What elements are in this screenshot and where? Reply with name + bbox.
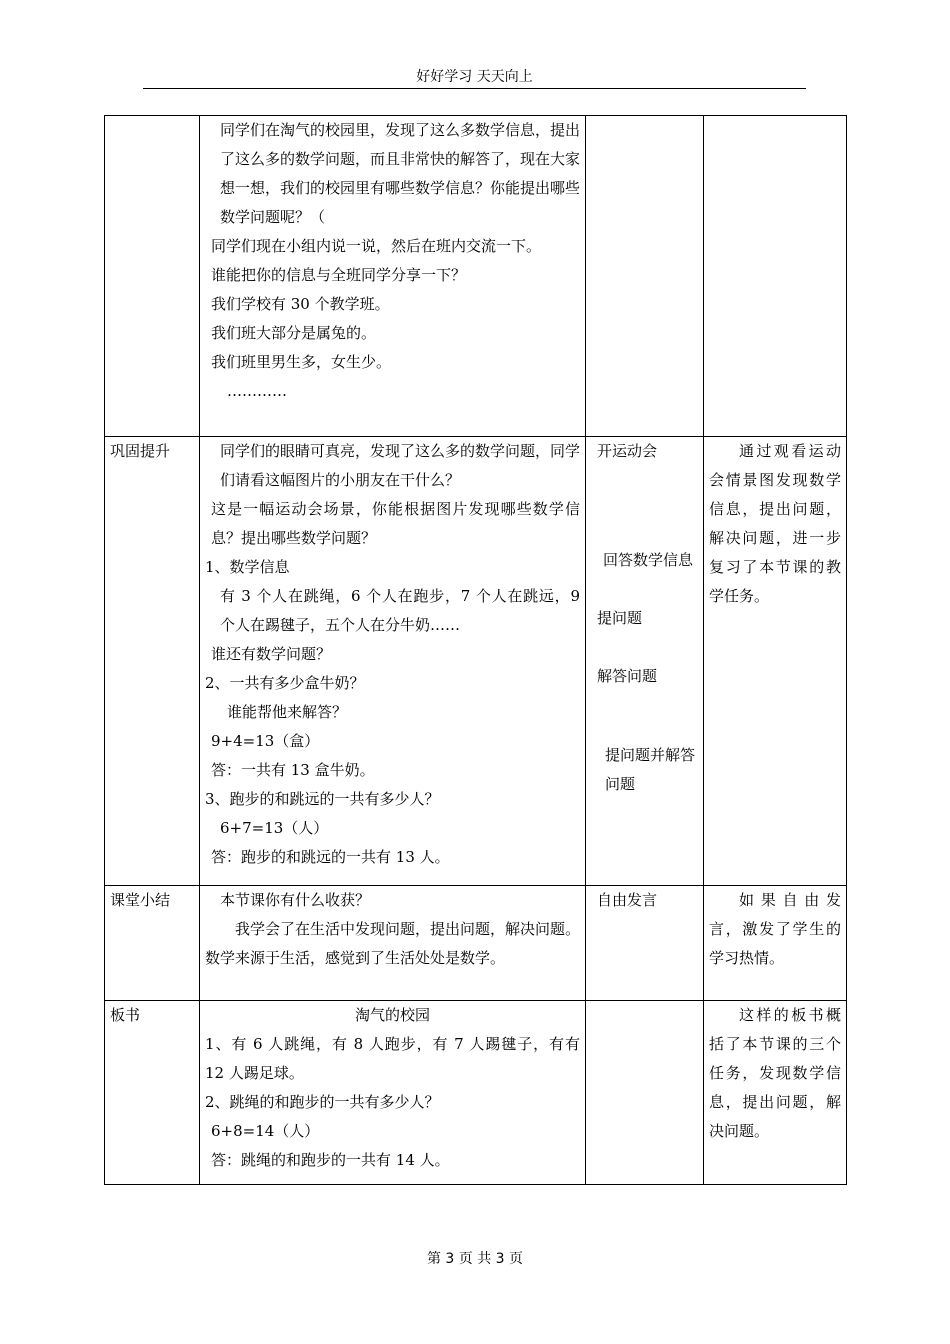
process-paragraph: 有 3 个人在跳绳，6 个人在跑步，7 个人在跳远，9 个人在踢毽子，五个人在分牛奶…… <box>220 587 580 634</box>
process-paragraph: 9+4=13（盒） <box>211 732 320 750</box>
table-row <box>105 1001 847 1185</box>
process-paragraph: 同学们在淘气的校园里，发现了这么多数学信息，提出了这么多的数学问题，而且非常快的解答了，现在大家想一想，我们的校园里有哪些数学信息？你能提出哪些数学问题呢？（ <box>220 121 581 226</box>
intent-text: 通过观看运动会情景图发现数学信息，提出问题，解决问题，进一步复习了本节课的教学任务。 <box>709 442 841 605</box>
student-activity: 自由发言 <box>597 891 658 909</box>
process-paragraph: 这是一幅运动会场景，你能根据图片发现哪些数学信息？提出哪些数学问题？ <box>211 500 580 547</box>
stage-cell <box>105 116 200 437</box>
table-row <box>105 886 847 1001</box>
student-cell <box>586 886 704 1001</box>
process-paragraph: 谁能把你的信息与全班同学分享一下？ <box>211 266 467 284</box>
stage-label: 板书 <box>110 1006 141 1024</box>
intent-cell <box>704 116 847 437</box>
process-paragraph: 2、跳绳的和跑步的一共有多少人？ <box>205 1093 440 1111</box>
student-activity: 提问题 <box>597 609 643 627</box>
stage-cell <box>105 437 200 886</box>
process-paragraph: 3、跑步的和跳远的一共有多少人？ <box>205 790 440 808</box>
process-paragraph: ………… <box>227 382 287 400</box>
stage-label: 巩固提升 <box>110 442 171 460</box>
process-paragraph: 谁还有数学问题？ <box>211 645 332 663</box>
intent-cell <box>704 886 847 1001</box>
process-paragraph: 本节课你有什么收获？ <box>220 891 371 909</box>
process-cell <box>200 886 586 1001</box>
process-paragraph: 6+8=14（人） <box>211 1122 320 1140</box>
student-cell <box>586 437 704 886</box>
header-divider <box>143 88 806 89</box>
process-paragraph: 同学们现在小组内说一说，然后在班内交流一下。 <box>211 237 542 255</box>
lesson-plan-table <box>104 115 847 1185</box>
process-paragraph: 1、数学信息 <box>205 558 290 576</box>
process-paragraph: 我们班里男生多，女生少。 <box>211 353 392 371</box>
process-cell <box>200 437 586 886</box>
process-paragraph: 2、一共有多少盒牛奶？ <box>205 674 365 692</box>
process-paragraph: 答：跳绳的和跑步的一共有 14 人。 <box>211 1151 450 1169</box>
student-activity: 解答问题 <box>597 667 658 685</box>
student-activity: 提问题并解答问题 <box>605 746 696 793</box>
process-paragraph: 我们学校有 30 个教学班。 <box>211 295 390 313</box>
table-row <box>105 116 847 437</box>
intent-cell <box>704 1001 847 1185</box>
intent-cell <box>704 437 847 886</box>
stage-label: 课堂小结 <box>110 891 171 909</box>
process-cell <box>200 116 586 437</box>
student-cell <box>586 116 704 437</box>
student-activity: 回答数学信息 <box>603 551 694 569</box>
page-header: 好好学习 天天向上 <box>416 69 533 85</box>
stage-cell <box>105 1001 200 1185</box>
table-row <box>105 437 847 886</box>
process-paragraph: 答：跑步的和跳远的一共有 13 人。 <box>211 848 450 866</box>
page-footer: 第 3 页 共 3 页 <box>426 1251 524 1267</box>
process-cell <box>200 1001 600 1185</box>
stage-cell <box>105 886 200 1001</box>
process-paragraph: 我学会了在生活中发现问题，提出问题，解决问题。数学来源于生活，感觉到了生活处处是数学。 <box>205 920 581 967</box>
process-paragraph: 1、有 6 人跳绳，有 8 人跑步，有 7 人踢毽子，有有 12 人踢足球。 <box>205 1035 600 1082</box>
process-paragraph: 同学们的眼睛可真亮，发现了这么多的数学问题，同学们请看这幅图片的小朋友在干什么？ <box>220 442 581 489</box>
process-paragraph: 答：一共有 13 盒牛奶。 <box>211 761 375 779</box>
intent-text: 这样的板书概括了本节课的三个任务，发现数学信息，提出问题，解决问题。 <box>709 1006 841 1140</box>
process-paragraph: 我们班大部分是属兔的。 <box>211 324 377 342</box>
student-activity: 开运动会 <box>597 442 658 460</box>
intent-text: 如果自由发言，激发了学生的学习热情。 <box>709 891 841 967</box>
board-title: 淘气的校园 <box>354 1006 430 1024</box>
student-cell <box>586 1001 704 1185</box>
process-paragraph: 6+7=13（人） <box>220 819 329 837</box>
process-paragraph: 谁能帮他来解答？ <box>227 703 348 721</box>
